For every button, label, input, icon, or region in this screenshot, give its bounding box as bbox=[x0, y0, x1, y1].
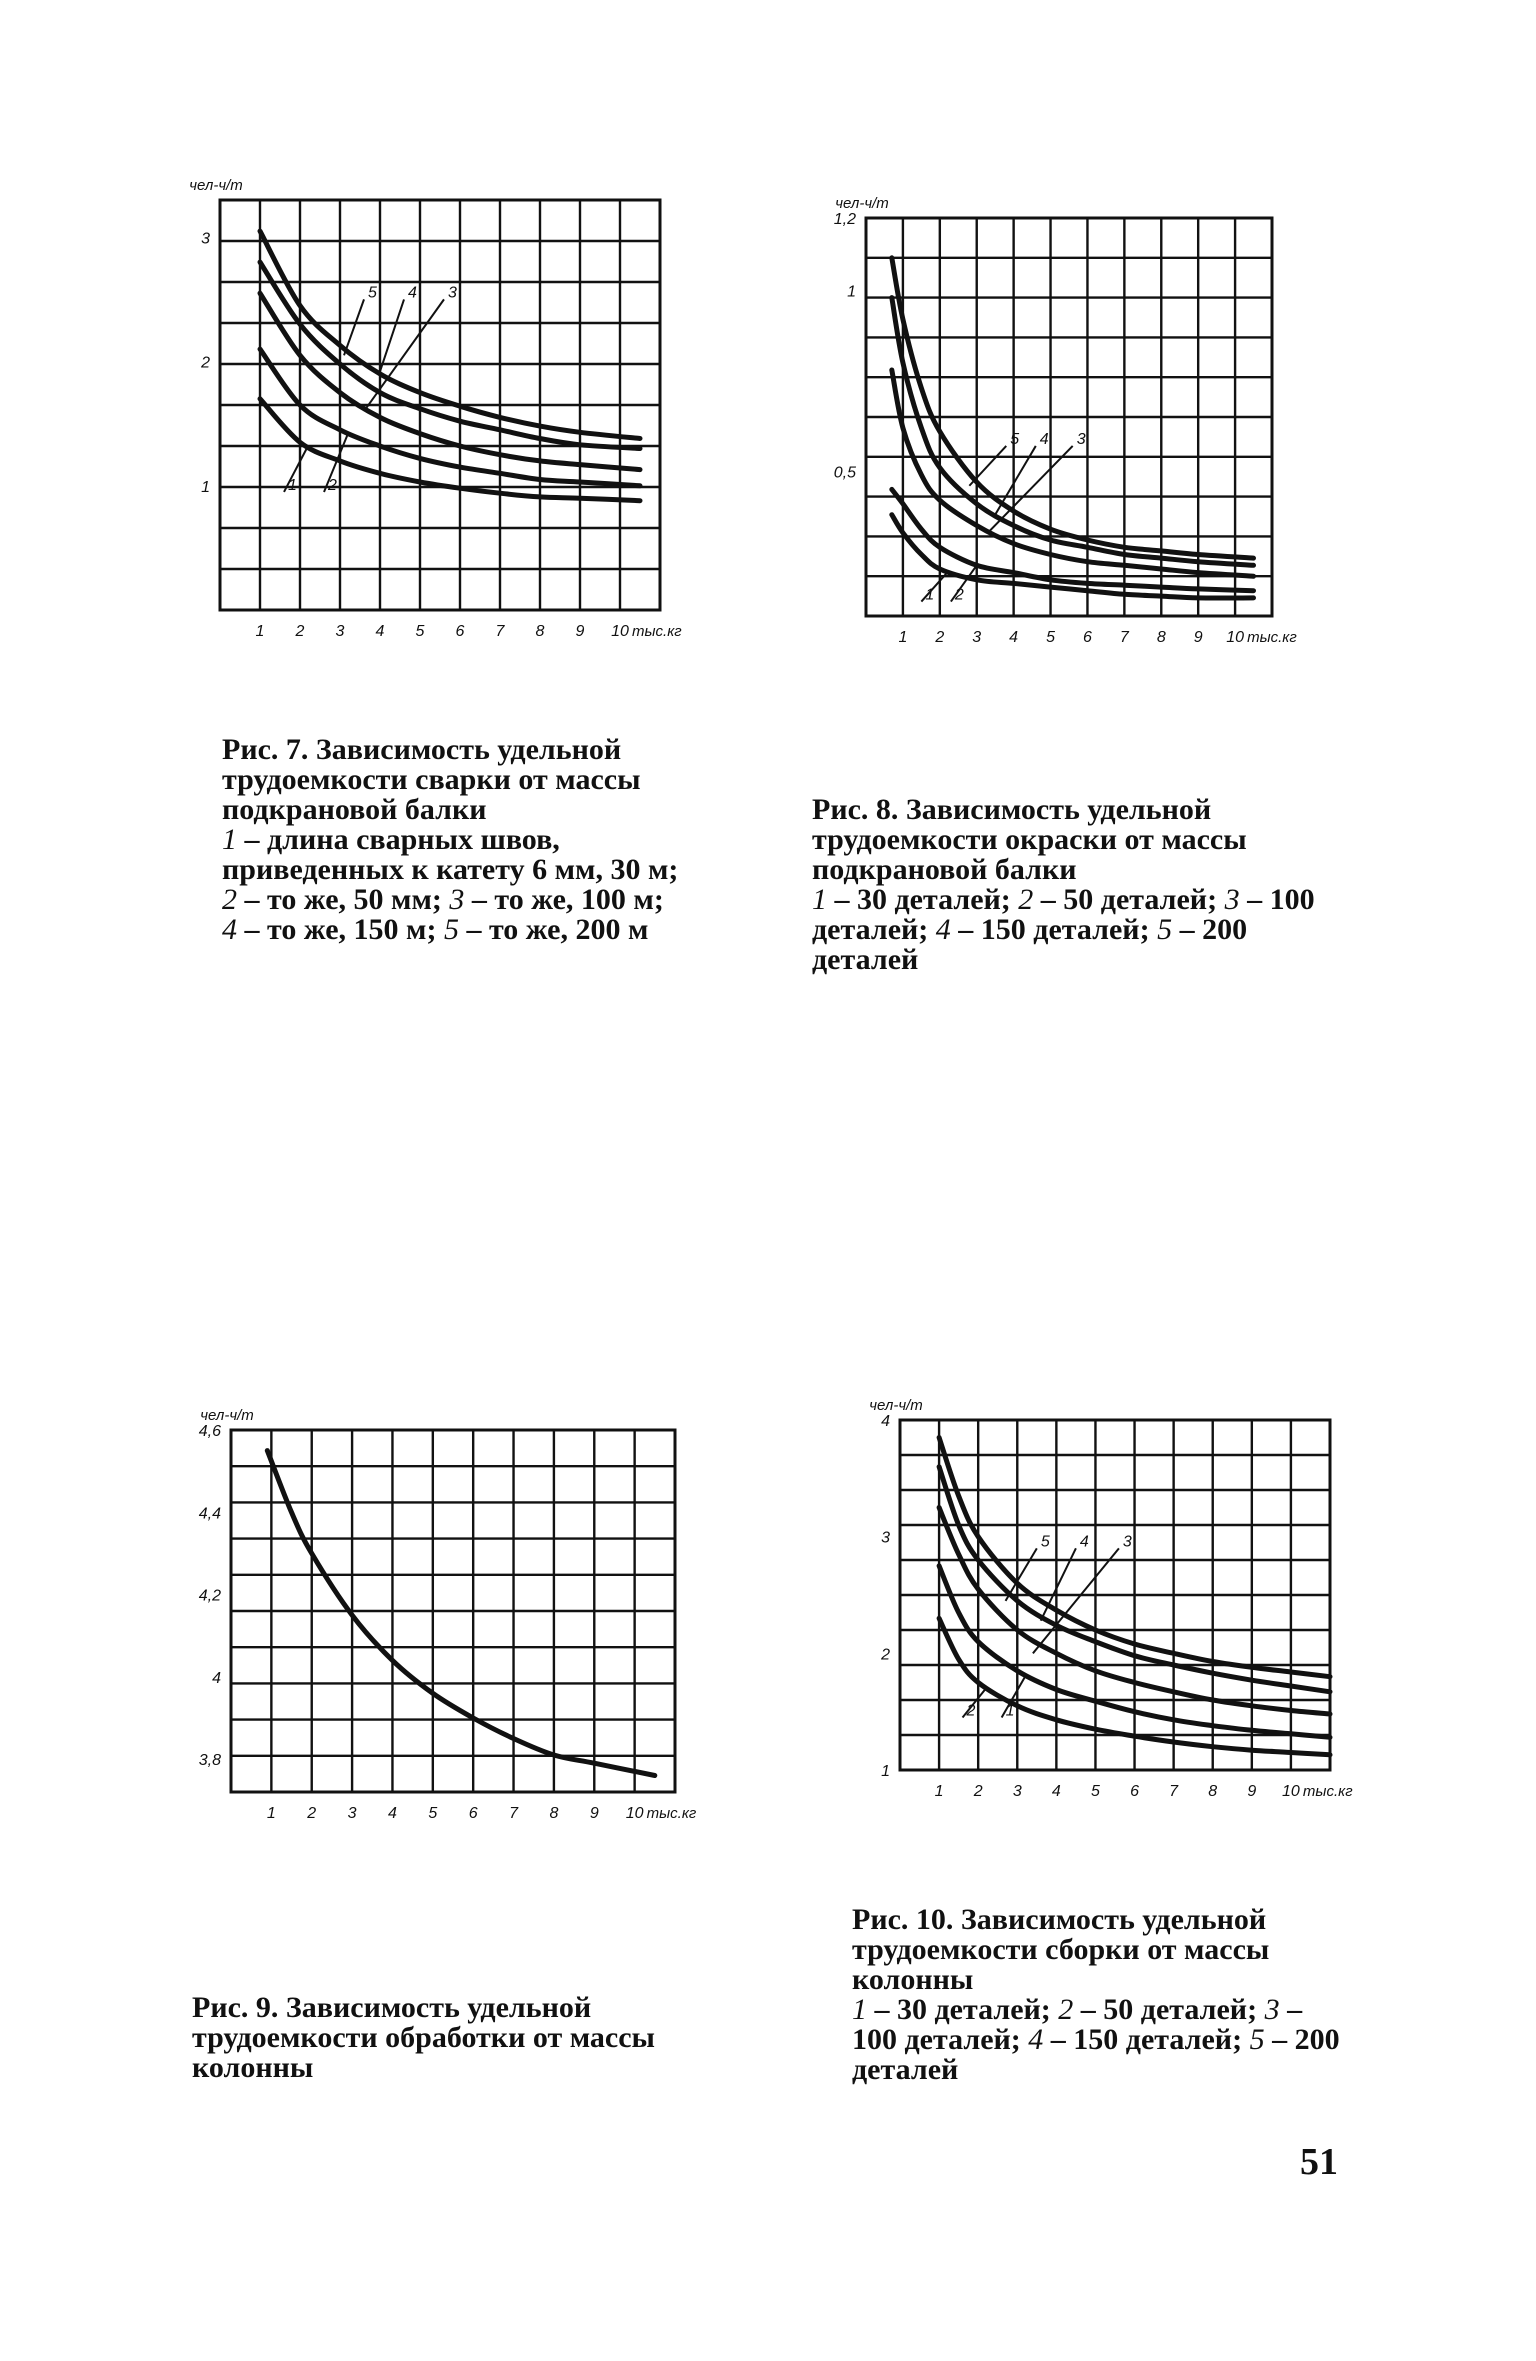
y-tick-label: 2 bbox=[881, 1646, 890, 1664]
curve-label: 5 bbox=[368, 284, 377, 302]
curve-label: 4 bbox=[408, 284, 417, 302]
caption-title: Рис. 7. Зависимость удельной трудоемкости сварки от массы подкрановой балки bbox=[222, 733, 641, 826]
y-axis-label: чел-ч/т bbox=[869, 1397, 923, 1414]
x-tick-label: 10 bbox=[611, 623, 629, 640]
x-tick-label: 9 bbox=[1247, 1783, 1257, 1800]
chart-fig8 bbox=[800, 190, 1340, 660]
legend-text: – 30 деталей; bbox=[827, 883, 1011, 916]
x-tick-label: 4 bbox=[1009, 629, 1019, 646]
curve-label: 4 bbox=[1039, 430, 1049, 448]
curve-label: 3 bbox=[448, 284, 457, 302]
y-tick-label: 4,2 bbox=[198, 1587, 221, 1605]
caption-title: Рис. 9. Зависимость удельной трудоемкости обработки от массы колонны bbox=[192, 1991, 655, 2084]
chart-fig9 bbox=[170, 1400, 730, 1840]
x-tick-label: 9 bbox=[1193, 629, 1203, 646]
x-tick-label: 2 bbox=[935, 629, 945, 646]
series-line-5 bbox=[260, 231, 640, 438]
legend-num: 1 bbox=[222, 823, 237, 856]
legend-text: – 50 деталей; bbox=[1073, 1993, 1258, 2026]
legend-num: 5 bbox=[443, 913, 459, 946]
legend-text: – длина сварных швов, приведенных к катету 6 мм, 30 м; bbox=[222, 823, 679, 886]
legend-text: – 100 деталей; bbox=[812, 883, 1315, 946]
x-tick-label: 3 bbox=[1012, 1783, 1022, 1800]
y-tick-label: 4,4 bbox=[198, 1505, 221, 1523]
x-axis-unit: тыс.кг bbox=[1302, 1783, 1353, 1800]
curve-label: 1 bbox=[925, 586, 935, 604]
y-tick-label: 3 bbox=[201, 230, 210, 248]
curve-label: 5 bbox=[1010, 430, 1020, 448]
y-tick-label: 4 bbox=[881, 1413, 890, 1430]
y-tick-label: 3 bbox=[881, 1529, 890, 1547]
x-tick-label: 2 bbox=[295, 623, 305, 640]
legend-text: – то же, 50 мм; bbox=[237, 883, 442, 916]
legend-num: 5 bbox=[1157, 913, 1173, 946]
legend-text: – 200 деталей bbox=[852, 2023, 1340, 2086]
legend-text: – то же, 150 м; bbox=[237, 913, 437, 946]
x-tick-label: 1 bbox=[898, 629, 908, 646]
caption-legend bbox=[852, 1995, 1342, 2085]
y-tick-label: 0,5 bbox=[833, 464, 856, 482]
legend-num: 3 bbox=[449, 883, 465, 916]
x-tick-label: 6 bbox=[1130, 1783, 1139, 1800]
legend-text: – 150 деталей; bbox=[1043, 2023, 1243, 2056]
x-tick-label: 5 bbox=[428, 1805, 438, 1822]
legend-text: – 100 деталей; bbox=[852, 1993, 1303, 2056]
curve-label: 2 bbox=[954, 586, 964, 604]
legend-num: 5 bbox=[1249, 2023, 1265, 2056]
x-axis-unit: тыс.кг bbox=[632, 623, 682, 640]
x-tick-label: 7 bbox=[1169, 1783, 1179, 1800]
label-leader-line bbox=[1033, 1548, 1119, 1653]
legend-num: 2 bbox=[1058, 1993, 1074, 2026]
caption-fig7 bbox=[222, 735, 682, 945]
x-tick-label: 6 bbox=[455, 623, 465, 640]
x-tick-label: 10 bbox=[625, 1805, 644, 1822]
curve-label: 5 bbox=[1040, 1533, 1050, 1551]
x-tick-label: 10 bbox=[1226, 629, 1244, 646]
legend-text: – то же, 200 м bbox=[458, 913, 649, 946]
legend-num: 1 bbox=[852, 1993, 867, 2026]
label-leader-line bbox=[969, 446, 1006, 486]
x-tick-label: 8 bbox=[535, 623, 545, 640]
x-tick-label: 8 bbox=[1156, 629, 1166, 646]
caption-fig10 bbox=[852, 1905, 1342, 2085]
legend-num: 1 bbox=[812, 883, 827, 916]
caption-fig8 bbox=[812, 795, 1332, 975]
series-line-1 bbox=[260, 399, 640, 501]
x-tick-label: 5 bbox=[1091, 1783, 1100, 1800]
x-tick-label: 8 bbox=[1208, 1783, 1218, 1800]
y-tick-label: 1,2 bbox=[833, 211, 856, 228]
x-tick-label: 10 bbox=[1282, 1783, 1300, 1800]
label-leader-line bbox=[344, 299, 364, 355]
x-tick-label: 8 bbox=[549, 1805, 559, 1822]
legend-text: – 200 деталей bbox=[812, 913, 1248, 976]
y-tick-label: 2 bbox=[201, 354, 210, 372]
x-tick-label: 4 bbox=[375, 623, 385, 640]
curve-label: 2 bbox=[966, 1702, 976, 1720]
curve-label: 3 bbox=[1076, 430, 1086, 448]
x-tick-label: 5 bbox=[1046, 629, 1055, 646]
legend-text: – 50 деталей; bbox=[1033, 883, 1218, 916]
curve-label: 1 bbox=[1005, 1702, 1015, 1720]
x-tick-label: 9 bbox=[589, 1805, 599, 1822]
y-tick-label: 1 bbox=[847, 283, 856, 301]
x-tick-label: 2 bbox=[307, 1805, 317, 1822]
curve-label: 1 bbox=[288, 476, 297, 494]
x-tick-label: 6 bbox=[1083, 629, 1092, 646]
x-tick-label: 7 bbox=[495, 623, 505, 640]
legend-text: – 30 деталей; bbox=[867, 1993, 1051, 2026]
y-tick-label: 4,6 bbox=[198, 1423, 221, 1440]
y-axis-label: чел-ч/т bbox=[189, 177, 243, 194]
x-tick-label: 3 bbox=[347, 1805, 357, 1822]
legend-num: 3 bbox=[1264, 1993, 1280, 2026]
legend-num: 2 bbox=[222, 883, 237, 916]
x-axis-unit: тыс.кг bbox=[1247, 629, 1297, 646]
y-tick-label: 4 bbox=[212, 1669, 221, 1687]
x-tick-label: 1 bbox=[255, 623, 265, 640]
y-tick-label: 1 bbox=[201, 478, 210, 496]
y-tick-label: 1 bbox=[881, 1763, 890, 1780]
chart-fig7 bbox=[170, 170, 682, 670]
curve-label: 2 bbox=[328, 476, 337, 494]
series-line-main bbox=[267, 1451, 655, 1776]
x-tick-label: 3 bbox=[972, 629, 982, 646]
x-tick-label: 9 bbox=[575, 623, 585, 640]
caption-legend bbox=[222, 825, 682, 945]
x-tick-label: 4 bbox=[388, 1805, 397, 1822]
caption-legend bbox=[812, 885, 1332, 975]
caption-title: Рис. 8. Зависимость удельной трудоемкости окраски от массы подкрановой балки bbox=[812, 793, 1247, 886]
x-tick-label: 7 bbox=[509, 1805, 518, 1822]
curve-label: 3 bbox=[1122, 1533, 1132, 1551]
curve-label: 4 bbox=[1079, 1533, 1089, 1551]
legend-num: 3 bbox=[1224, 883, 1240, 916]
x-tick-label: 4 bbox=[1051, 1783, 1061, 1800]
x-tick-label: 7 bbox=[1119, 629, 1129, 646]
page-number: 51 bbox=[1300, 2141, 1338, 2183]
legend-num: 4 bbox=[935, 913, 951, 946]
y-tick-label: 3,8 bbox=[198, 1752, 221, 1770]
x-axis-unit: тыс.кг bbox=[646, 1805, 697, 1822]
y-axis-label: чел-ч/т bbox=[835, 195, 889, 212]
x-tick-label: 2 bbox=[973, 1783, 983, 1800]
label-leader-line bbox=[364, 299, 444, 411]
legend-num: 4 bbox=[222, 913, 237, 946]
chart-fig10 bbox=[850, 1390, 1360, 1820]
x-tick-label: 5 bbox=[415, 623, 425, 640]
legend-num: 2 bbox=[1018, 883, 1034, 916]
caption-fig9 bbox=[192, 1993, 712, 2083]
x-tick-label: 1 bbox=[934, 1783, 944, 1800]
x-tick-label: 3 bbox=[335, 623, 345, 640]
legend-text: – то же, 100 м; bbox=[464, 883, 664, 916]
x-tick-label: 6 bbox=[468, 1805, 478, 1822]
legend-num: 4 bbox=[1028, 2023, 1044, 2056]
y-axis-label: чел-ч/т bbox=[200, 1407, 254, 1424]
caption-title: Рис. 10. Зависимость удельной трудоемкости сборки от массы колонны bbox=[852, 1903, 1270, 1996]
legend-text: – 150 деталей; bbox=[950, 913, 1150, 946]
x-tick-label: 1 bbox=[266, 1805, 276, 1822]
